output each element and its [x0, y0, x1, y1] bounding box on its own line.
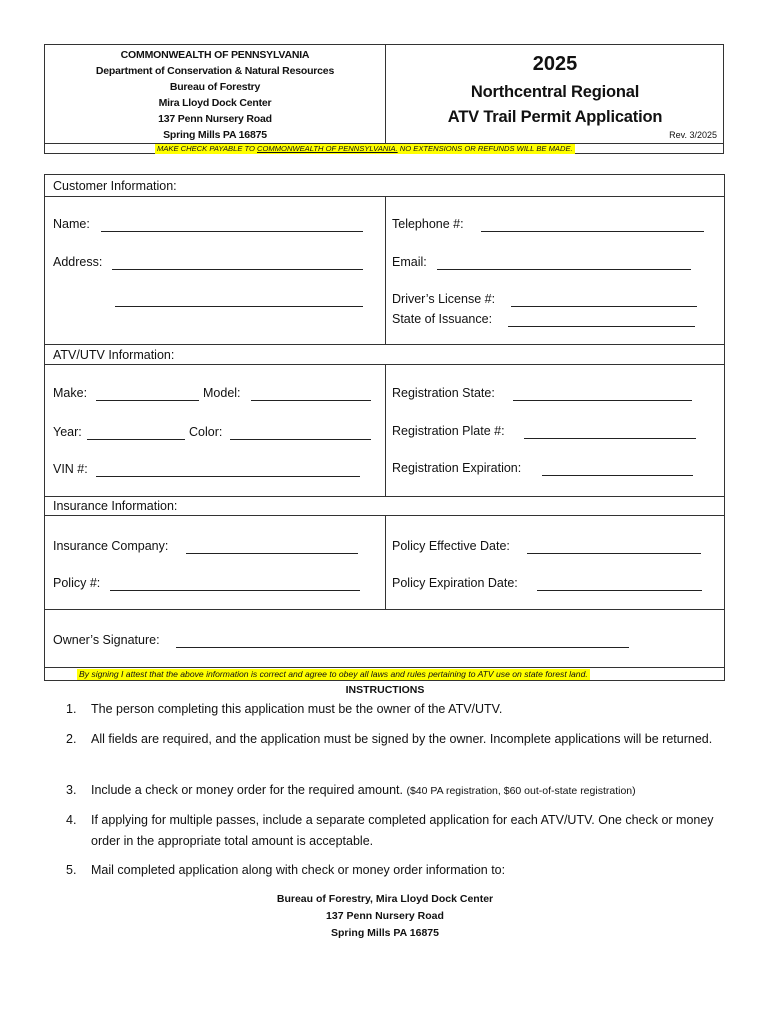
- payment-notice: [155, 144, 575, 154]
- owner-signature-label: Owner’s Signature:: [53, 633, 160, 647]
- agency-line: Mira Lloyd Dock Center: [158, 97, 272, 109]
- attestation-text: By signing I attest that the above information is correct and agree to obey all laws and rules pertaining to ATV use on state forest land.: [79, 669, 588, 679]
- attestation-row: [45, 667, 724, 681]
- telephone-field[interactable]: [481, 231, 704, 232]
- form-title-line1: Northcentral Regional: [470, 83, 640, 101]
- agency-line: Bureau of Forestry: [169, 81, 261, 93]
- divider: [45, 609, 724, 610]
- email-label: Email:: [392, 255, 427, 269]
- make-field[interactable]: [96, 400, 199, 401]
- instruction-number: 2.: [66, 732, 77, 746]
- telephone-label: Telephone #:: [392, 217, 464, 231]
- agency-line: 137 Penn Nursery Road: [158, 113, 272, 125]
- color-field[interactable]: [230, 439, 371, 440]
- section-insurance-information: Insurance Information:: [53, 499, 178, 513]
- notice-payee: COMMONWEALTH OF PENNSYLVANIA.: [257, 144, 398, 153]
- payment-notice-row: [45, 143, 723, 155]
- color-label: Color:: [189, 425, 223, 439]
- model-field[interactable]: [251, 400, 371, 401]
- registration-plate-label: Registration Plate #:: [392, 424, 505, 438]
- instruction-text: If applying for multiple passes, include a separate completed application for each ATV/UTV. One check or money order in the appropriate total amount is acceptable.: [91, 813, 714, 848]
- column-divider: [385, 196, 386, 344]
- mailing-address-line: Bureau of Forestry, Mira Lloyd Dock Center: [276, 893, 494, 905]
- agency-line: Department of Conservation & Natural Resources: [95, 65, 335, 77]
- registration-state-field[interactable]: [513, 400, 692, 401]
- vin-label: VIN #:: [53, 462, 88, 476]
- instruction-fee-note: ($40 PA registration, $60 out-of-state registration): [406, 785, 636, 797]
- column-divider: [385, 515, 386, 609]
- policy-number-field[interactable]: [110, 590, 360, 591]
- registration-expiration-field[interactable]: [542, 475, 693, 476]
- registration-plate-field[interactable]: [524, 438, 696, 439]
- policy-number-label: Policy #:: [53, 576, 101, 590]
- application-form: [44, 174, 725, 681]
- mailing-address-line: Spring Mills PA 16875: [331, 927, 439, 939]
- instruction-text: Mail completed application along with check or money order information to:: [91, 863, 506, 877]
- owner-signature-field[interactable]: [176, 647, 629, 648]
- divider: [45, 496, 724, 497]
- column-divider: [385, 364, 386, 496]
- name-label: Name:: [53, 217, 90, 231]
- instruction-number: 5.: [66, 863, 77, 877]
- instruction-text: Include a check or money order for the required amount.: [91, 783, 407, 797]
- revision-label: Rev. 3/2025: [669, 130, 717, 140]
- agency-line: COMMONWEALTH OF PENNSYLVANIA: [120, 49, 310, 61]
- form-header: [44, 44, 724, 154]
- form-title-line2: ATV Trail Permit Application: [447, 108, 663, 126]
- agency-line: Spring Mills PA 16875: [163, 129, 267, 141]
- vin-field[interactable]: [96, 476, 360, 477]
- registration-state-label: Registration State:: [392, 386, 495, 400]
- address-label: Address:: [53, 255, 103, 269]
- instruction-number: 4.: [66, 813, 77, 827]
- model-label: Model:: [203, 386, 241, 400]
- notice-suffix: NO EXTENSIONS OR REFUNDS WILL BE MADE.: [397, 144, 573, 153]
- section-atv-utv-information: ATV/UTV Information:: [53, 348, 175, 362]
- instruction-text: All fields are required, and the application must be signed by the owner. Incomplete applications will be returned.: [91, 732, 713, 746]
- section-customer-information: Customer Information:: [53, 179, 177, 193]
- email-field[interactable]: [437, 269, 691, 270]
- form-year: 2025: [532, 53, 578, 75]
- registration-expiration-label: Registration Expiration:: [392, 461, 522, 475]
- instruction-text: The person completing this application must be the owner of the ATV/UTV.: [91, 702, 503, 716]
- drivers-license-label: Driver’s License #:: [392, 292, 496, 306]
- notice-prefix: MAKE CHECK PAYABLE TO: [157, 144, 258, 153]
- state-of-issuance-label: State of Issuance:: [392, 312, 493, 326]
- instructions-title: INSTRUCTIONS: [345, 684, 425, 696]
- agency-block: [45, 45, 386, 143]
- policy-effective-date-field[interactable]: [527, 553, 701, 554]
- instruction-text-container: [91, 780, 721, 802]
- make-label: Make:: [53, 386, 88, 400]
- divider: [45, 344, 724, 345]
- instruction-number: 1.: [66, 702, 77, 716]
- instruction-number: 3.: [66, 783, 77, 797]
- address-field-line2[interactable]: [115, 306, 363, 307]
- address-field-line1[interactable]: [112, 269, 363, 270]
- year-field[interactable]: [87, 439, 185, 440]
- year-label: Year:: [53, 425, 82, 439]
- insurance-company-label: Insurance Company:: [53, 539, 169, 553]
- policy-effective-date-label: Policy Effective Date:: [392, 539, 510, 553]
- policy-expiration-date-field[interactable]: [537, 590, 702, 591]
- state-of-issuance-field[interactable]: [508, 326, 695, 327]
- drivers-license-field[interactable]: [511, 306, 697, 307]
- name-field[interactable]: [101, 231, 363, 232]
- mailing-address-line: 137 Penn Nursery Road: [326, 910, 444, 922]
- policy-expiration-date-label: Policy Expiration Date:: [392, 576, 518, 590]
- insurance-company-field[interactable]: [186, 553, 358, 554]
